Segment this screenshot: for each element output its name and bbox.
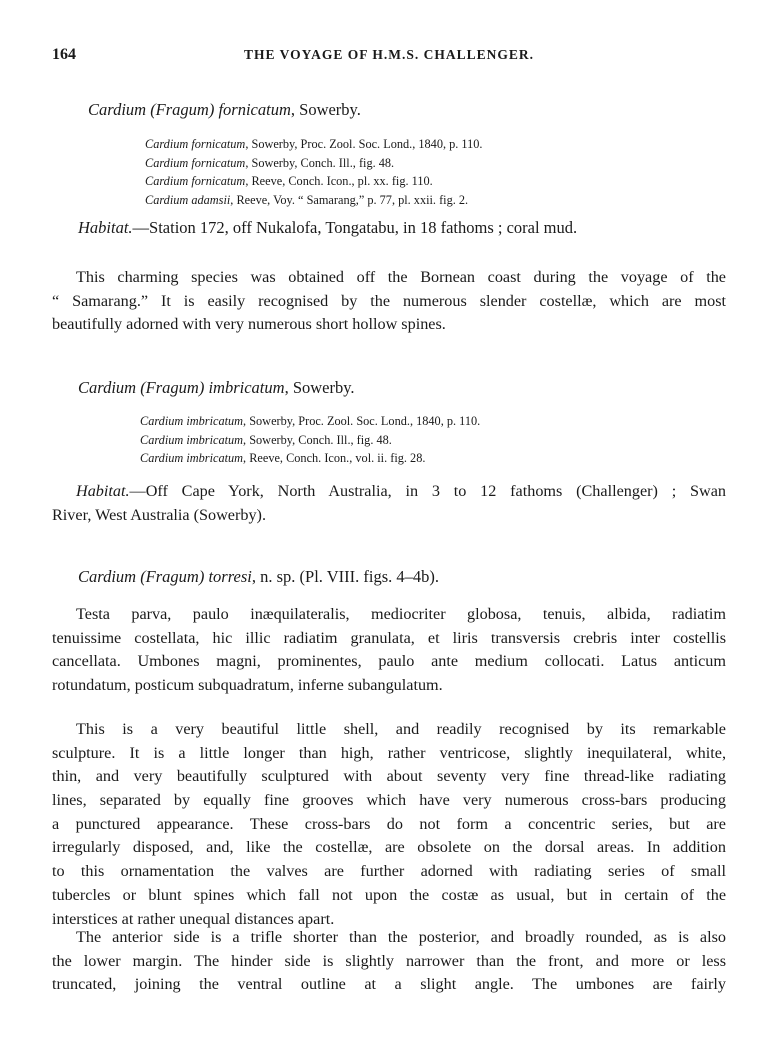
species-author: , Sowerby. bbox=[290, 100, 361, 119]
species-author: , Sowerby. bbox=[284, 378, 355, 397]
species-name: Cardium (Fragum) imbricatum bbox=[78, 378, 285, 397]
page-number: 164 bbox=[52, 46, 76, 63]
synonym-entry: Cardium adamsii, Reeve, Voy. “ Samarang,” p. 77, pl. xxii. fig. 2. bbox=[145, 192, 469, 207]
habitat-text: —Station 172, off Nukalofa, Tongatabu, in 18 fathoms ; coral mud. bbox=[132, 218, 578, 237]
paragraph-fornicatum: This charming species was obtained off the Bornean coast during the voyage of the “ Samarang.” It is easily recognised by the numerous slender costellæ, which are most beautifully adorned with very numerous short hollow spines. bbox=[52, 268, 726, 334]
running-title: THE VOYAGE OF H.M.S. CHALLENGER. bbox=[243, 47, 535, 62]
species-heading-torresi bbox=[78, 567, 439, 587]
species-name: Cardium (Fragum) fornicatum bbox=[88, 100, 291, 119]
habitat-imbricatum: Habitat.—Off Cape York, North Australia, in 3 to 12 fathoms (Challenger) ; Swan River, West Australia (Sowerby). bbox=[52, 482, 726, 524]
species-heading-fornicatum bbox=[88, 100, 361, 120]
species-name: Cardium (Fragum) torresi bbox=[78, 567, 252, 586]
synonym-entry: Cardium fornicatum, Sowerby, Conch. Ill., fig. 48. bbox=[145, 155, 395, 170]
synonym-entry: Cardium imbricatum, Reeve, Conch. Icon., vol. ii. fig. 28. bbox=[140, 451, 426, 465]
species-heading-imbricatum bbox=[78, 378, 355, 398]
anterior-paragraph: The anterior side is a trifle shorter than the posterior, and broadly rounded, as is also the lower margin. The hinder side is slightly narrower than the front, and more or less truncated, joining the ventral outline at a slight angle. The umbones are fairly bbox=[52, 928, 726, 994]
habitat-fornicatum bbox=[78, 218, 577, 238]
page-header bbox=[52, 46, 726, 70]
synonymy-list-imbricatum bbox=[140, 412, 480, 468]
synonym-entry: Cardium fornicatum, Reeve, Conch. Icon., pl. xx. fig. 110. bbox=[145, 174, 433, 188]
description-paragraph: This is a very beautiful little shell, and readily recognised by its remarkable sculpture. It is a little longer than high, rather ventricose, slightly inequilateral, white, thin, and very beautifully sculptured with about seventy very fine thread-like radiating lines, separated by equally fine grooves which have very numerous cross-bars producing a punctured appearance. These cross-bars do not form a concentric series, but are irregularly disposed, and, like the costellæ, are obsolete on the dorsal areas. In addition to this ornamentation the valves are further adorned with radiating series of small tubercles or blunt spines which fall not upon the costæ as usual, but in certain of the interstices at rather unequal distances apart. bbox=[52, 720, 726, 928]
latin-diagnosis: Testa parva, paulo inæquilateralis, mediocriter globosa, tenuis, albida, radiatim tenuissime costellata, hic illic radiatim granulata, et liris transversis crebris inter costellis cancellata. Umbones magni, prominentes, paulo ante medium collocati. Latus anticum rotundatum, posticum subquadratum, inferne subangulatum. bbox=[52, 605, 726, 695]
synonym-entry: Cardium imbricatum, Sowerby, Proc. Zool. Soc. Lond., 1840, p. 110. bbox=[140, 414, 481, 428]
species-author: , n. sp. (Pl. VIII. figs. 4–4b). bbox=[251, 567, 440, 586]
synonymy-list-fornicatum bbox=[145, 135, 482, 209]
habitat-label: Habitat. bbox=[78, 218, 133, 237]
habitat-text: —Off Cape York, North Australia, in 3 to 12 fathoms (Challenger) ; Swan bbox=[129, 482, 726, 500]
habitat-label: Habitat. bbox=[76, 482, 130, 500]
synonym-entry: Cardium imbricatum, Sowerby, Conch. Ill., fig. 48. bbox=[140, 432, 392, 447]
synonym-entry: Cardium fornicatum, Sowerby, Proc. Zool. Soc. Lond., 1840, p. 110. bbox=[145, 137, 483, 151]
